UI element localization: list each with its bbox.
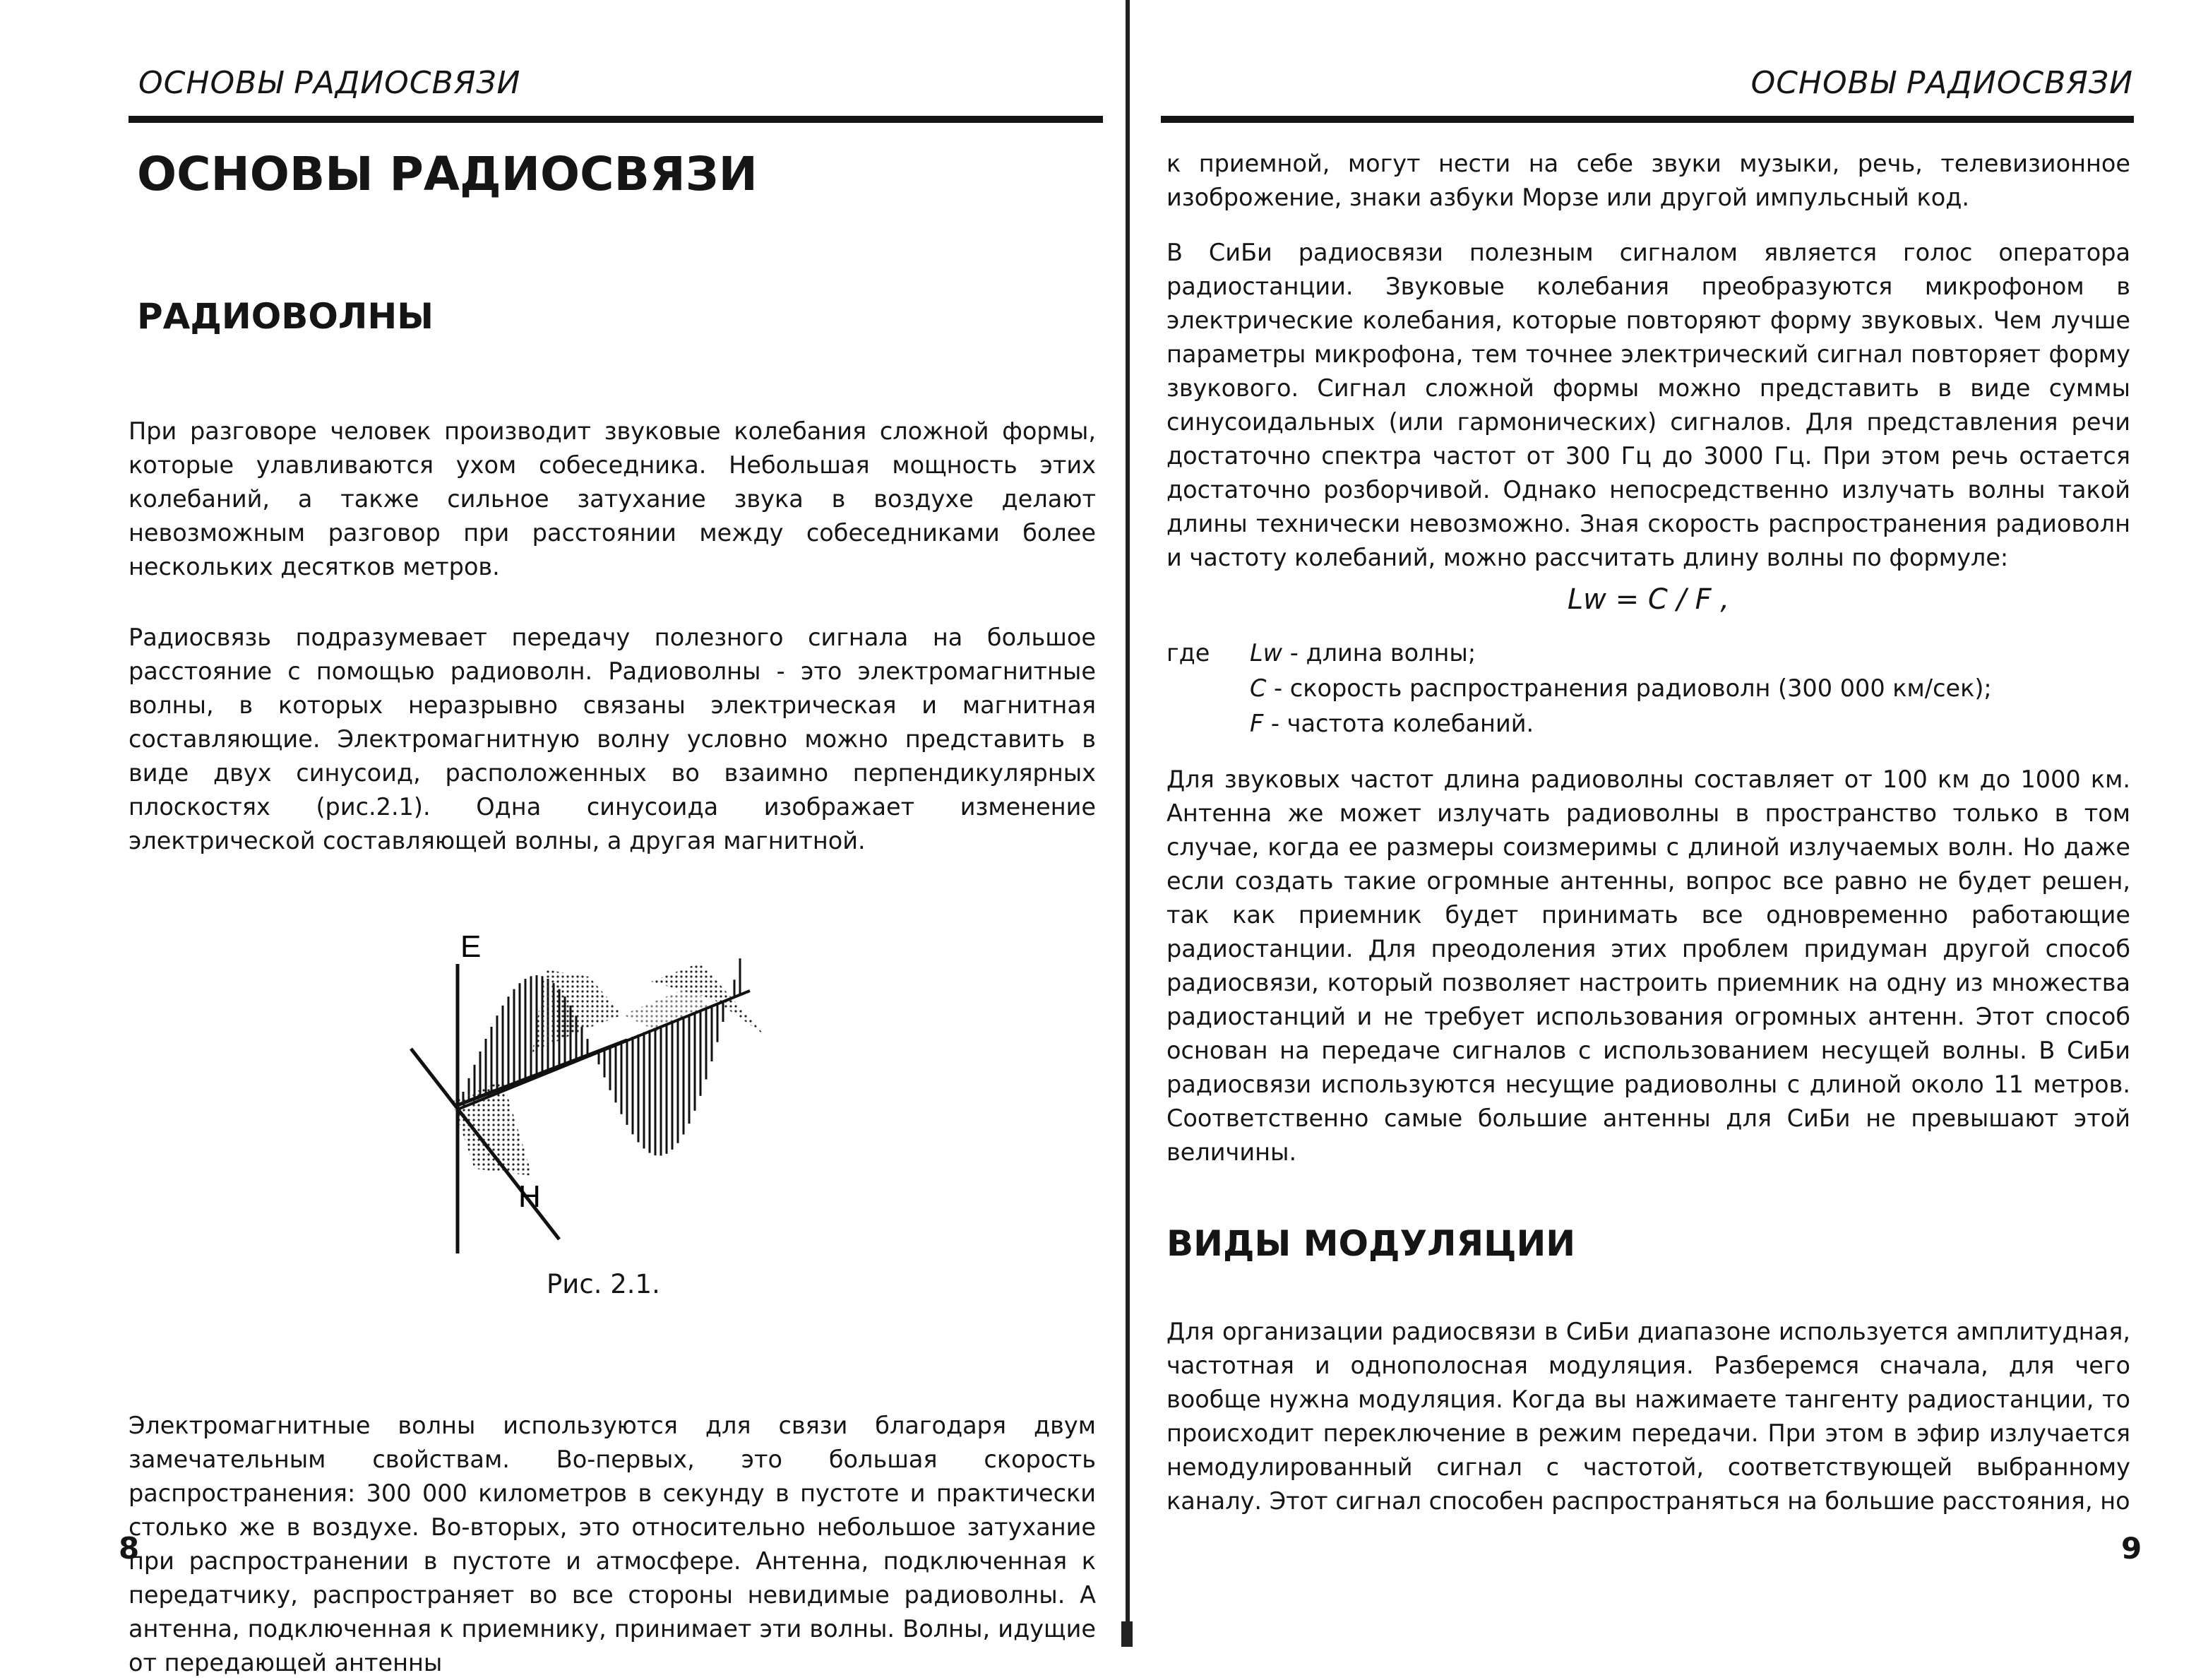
definition-row [1166,706,2130,741]
definition-text: - частота колебаний. [1263,710,1534,737]
definition-text: - скорость распространения радиоволн (300 000 км/сек); [1266,674,1992,702]
symbol-lw: Lw [1250,639,1283,667]
running-head: ОСНОВЫ РАДИОСВЯЗИ [138,65,521,101]
magnetic-lobe-2 [532,970,623,1052]
definition-row [1166,636,2130,671]
paragraph: Для организации радиосвязи в СиБи диапазоне используется амплитудная, частотная и однополосная модуляция. Разберемся сначала, для чего вообще нужна модуляция. Когда вы нажимаете тангенту радиостанции, то происходит переключение в режим передачи. При этом в эфир излучается немодулированный сигнал с частотой, соответствующей выбранному каналу. Этот сигнал способен распространяться на большие расстояния, но [1166,1318,2130,1515]
page-number: 8 [119,1531,140,1566]
left-page-content [129,141,1096,1680]
paragraph: Для звуковых частот длина радиоволны составляет от 100 км до 1000 км. Антенна же может излучать радиоволны в пространство только в том случае, когда ее размеры соизмеримы с длиной излучаемых волн. Но даже если создать такие огромные антенны, вопрос все равно не будет решен, так как приемник будет принимать все одновременно работающие радиостанции. Для преодоления этих проблем придуман другой способ радиосвязи, который позволяет настроить приемник на одну из множества радиостанций и не требует использования огромных антенн. Этот способ основан на передаче сигналов с использованием несущей волны. В СиБи радиосвязи используются несущие радиоволны с длиной около 11 метров. Соответственно самые большие антенны для СиБи не превышают этой величины. [1166,765,2130,1166]
definition-text: - длина волны; [1282,639,1476,667]
em-wave-diagram [369,886,948,1282]
where-label: где [1166,639,1210,667]
right-page [1133,0,2208,1647]
paragraph: Электромагнитные волны используются для связи благодаря двум замечательным свойствам. Во-первых, это большая скорость распространения: 300 000 километров в секунду в пустоте и практически столько же в воздухе. Во-вторых, это относительно небольшое затухание при распространении в пустоте и атмосфере. Антенна, подключенная к передатчику, распространяет во все стороны невидимые радиоволны. А антенна, подключенная к приемнику, принимает эти волны. Волны, идущие от передающей антенны [129,1412,1096,1676]
page-number: 9 [2121,1531,2142,1566]
chapter-title: ОСНОВЫ РАДИОСВЯЗИ [137,147,758,201]
figure-caption: Рис. 2.1. [547,1269,660,1299]
paragraph: Радиосвязь подразумевает передачу полезного сигнала на большое расстояние с помощью радиоволн. Радиоволны - это электромагнитные волны, в которых неразрывно связаны электрическая и магнитная составляющие. Электромагнитную волну условно можно представить в виде двух синусоид, расположенных во взаимно перпендикулярных плоскостях (рис.2.1). Одна синусоида изображает изменение электрической составляющей волны, а другая магнитной. [129,624,1096,854]
header-rule [129,116,1103,123]
paragraph: При разговоре человек производит звуковые колебания сложной формы, которые улавливаются ухом собеседника. Небольшая мощность этих колебаний, а также сильное затухание звука в воздухе делают невозможным разговор при расстоянии между собеседниками более нескольких десятков метров. [129,417,1096,580]
e-axis-label: E [460,929,482,964]
figure-2-1 [129,886,1096,1381]
h-axis-label: H [518,1179,541,1214]
paragraph: к приемной, могут нести на себе звуки музыки, речь, телевизионное изоброжение, знаки азбуки Морзе или другой импульсный код. [1166,150,2130,211]
symbol-c: C [1250,674,1267,702]
wavelength-formula: Lw = C / F , [1567,583,1730,616]
definition-row [1166,671,2130,706]
symbol-f: F [1250,710,1264,737]
right-page-content [1166,147,2130,1518]
formula-definitions [1166,636,2130,741]
paragraph: В СиБи радиосвязи полезным сигналом является голос оператора радиостанции. Звуковые колебания преобразуются микрофоном в электрические колебания, которые повторяют форму звуковых. Чем лучше параметры микрофона, тем точнее электрический сигнал повторяет форму звукового. Сигнал сложной формы можно представить в виде суммы синусоидальных (или гармонических) сигналов. Для представления речи достаточно спектра частот от 300 Гц до 3000 Гц. При этом речь остается достаточно розборчивой. Однако непосредственно излучать волны такой длины технически невозможно. Зная скорость распространения радиоволн и частоту колебаний, можно рассчитать длину волны по формуле: [1166,239,2130,571]
section-title: РАДИОВОЛНЫ [137,296,434,337]
header-rule [1161,116,2134,123]
section-title: ВИДЫ МОДУЛЯЦИИ [1166,1223,1576,1264]
running-head: ОСНОВЫ РАДИОСВЯЗИ [1750,65,2133,101]
